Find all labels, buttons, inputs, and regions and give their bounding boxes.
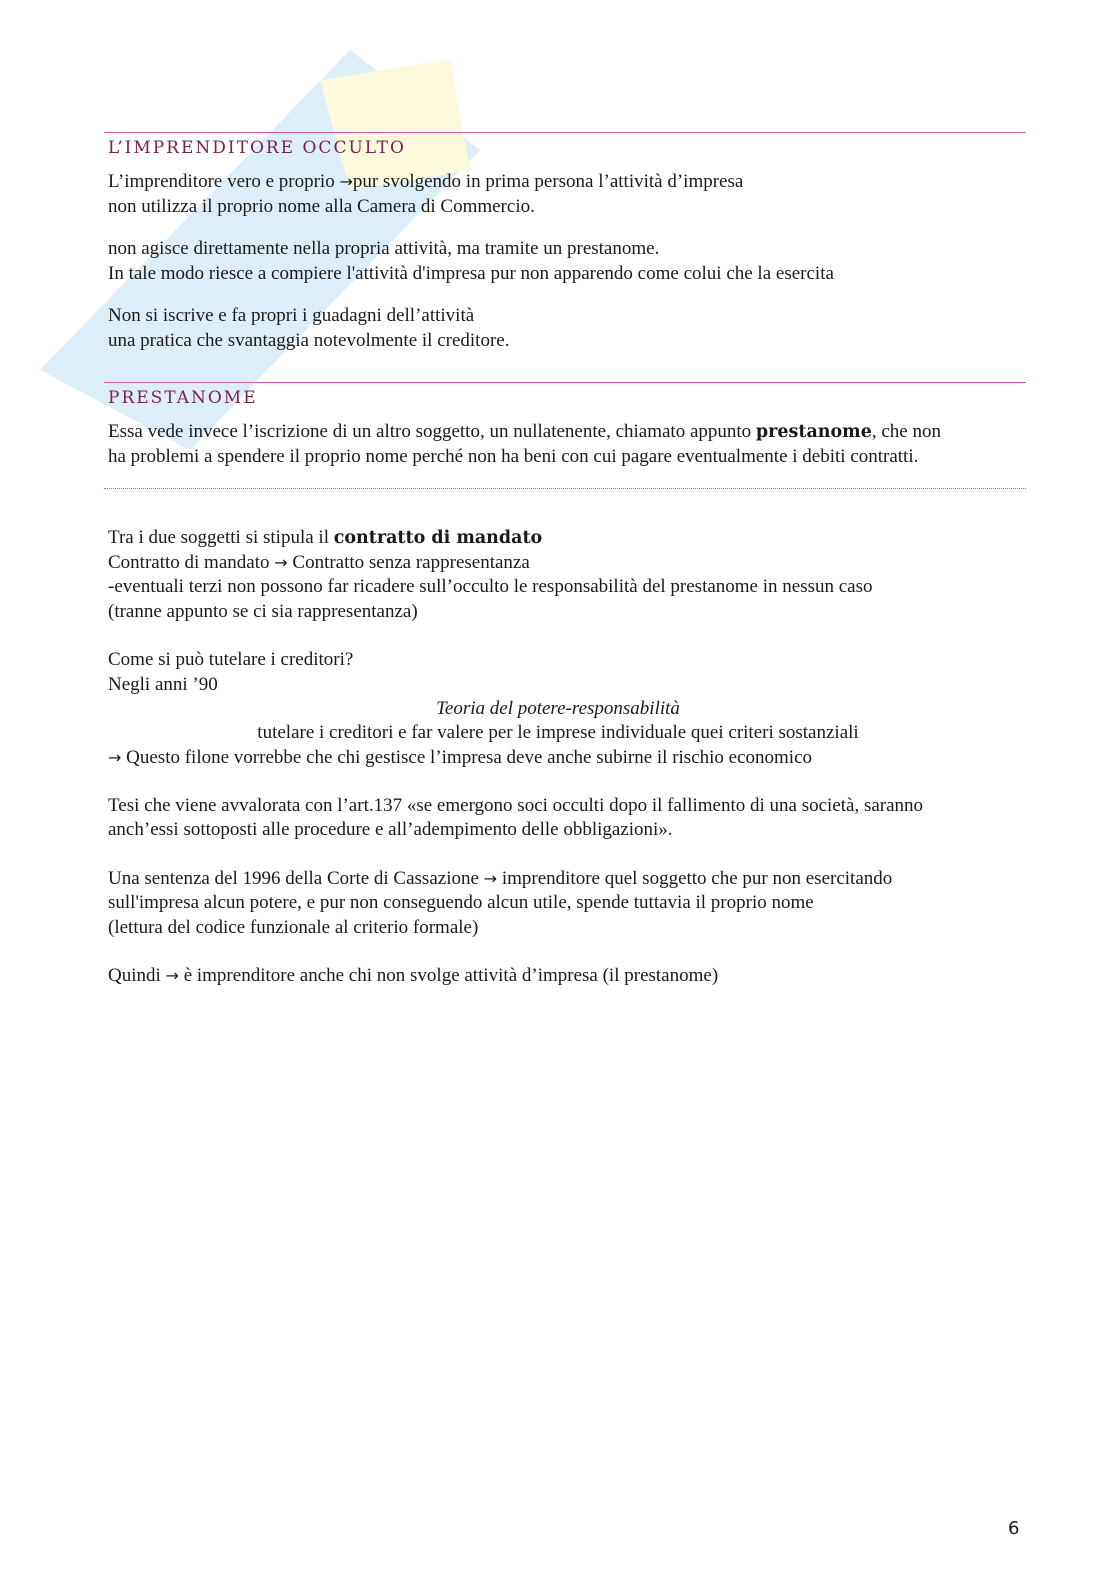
paragraph-line: (lettura del codice funzionale al criterio formale) (108, 917, 479, 938)
paragraph-line: non agisce direttamente nella propria attività, ma tramite un prestanome. (108, 238, 660, 259)
arrow-icon: → (108, 748, 122, 767)
page-number: 6 (1008, 1518, 1020, 1539)
arrow-icon: → (274, 553, 288, 572)
paragraph-line: In tale modo riesce a compiere l'attività d'impresa pur non apparendo come colui che la esercita (108, 263, 834, 284)
paragraph-line: Contratto di mandato → Contratto senza rappresentanza (108, 552, 530, 573)
paragraph-line: Una sentenza del 1996 della Corte di Cassazione → imprenditore quel soggetto che pur non esercitando (108, 868, 893, 889)
arrow-icon: → (339, 172, 353, 191)
arrow-icon: → (165, 966, 179, 985)
arrow-icon: → (483, 869, 498, 888)
paragraph-line: sull'impresa alcun potere, e pur non conseguendo alcun utile, spende tuttavia il proprio nome (108, 892, 814, 913)
paragraph-line: Come si può tutelare i creditori? (108, 649, 354, 670)
theory-title: Teoria del potere-responsabilità (436, 698, 680, 719)
paragraph-line: L’imprenditore vero e proprio →pur svolgendo in prima persona l’attività d’impresa (108, 171, 744, 192)
bold-term: contratto di mandato (333, 528, 543, 548)
paragraph-line: (tranne appunto se ci sia rappresentanza) (108, 601, 418, 622)
bold-term: prestanome (755, 422, 872, 442)
heading-rule (104, 382, 1026, 383)
dotted-rule (104, 488, 1026, 489)
paragraph-line: Tra i due soggetti si stipula il contratto di mandato (108, 527, 543, 548)
paragraph-line: Tesi che viene avvalorata con l’art.137 «se emergono soci occulti dopo il fallimento di una società, saranno (108, 795, 924, 816)
section-heading-imprenditore-occulto: L’IMPRENDITORE OCCULTO (108, 138, 406, 158)
paragraph-line: non utilizza il proprio nome alla Camera di Commercio. (108, 196, 535, 217)
paragraph-line: Essa vede invece l’iscrizione di un altro soggetto, un nullatenente, chiamato appunto prestanome, che non (108, 421, 941, 442)
paragraph-line: → Questo filone vorrebbe che chi gestisce l’impresa deve anche subirne il rischio economico (108, 747, 813, 768)
paragraph-line: Non si iscrive e fa propri i guadagni dell’attività (108, 305, 475, 326)
heading-rule (104, 132, 1026, 133)
section-heading-prestanome: PRESTANOME (108, 388, 258, 408)
paragraph-line: Negli anni ’90 (108, 674, 218, 695)
paragraph-line: tutelare i creditori e far valere per le imprese individuale quei criteri sostanziali (257, 722, 859, 743)
paragraph-line: una pratica che svantaggia notevolmente il creditore. (108, 330, 510, 351)
paragraph-line: Quindi → è imprenditore anche chi non svolge attività d’impresa (il prestanome) (108, 965, 719, 986)
paragraph-line: -eventuali terzi non possono far ricadere sull’occulto le responsabilità del prestanome in nessun caso (108, 576, 873, 597)
paragraph-line: anch’essi sottoposti alle procedure e all’adempimento delle obbligazioni». (108, 819, 673, 840)
paragraph-line: ha problemi a spendere il proprio nome perché non ha beni con cui pagare eventualmente i debiti contratti. (108, 446, 919, 467)
